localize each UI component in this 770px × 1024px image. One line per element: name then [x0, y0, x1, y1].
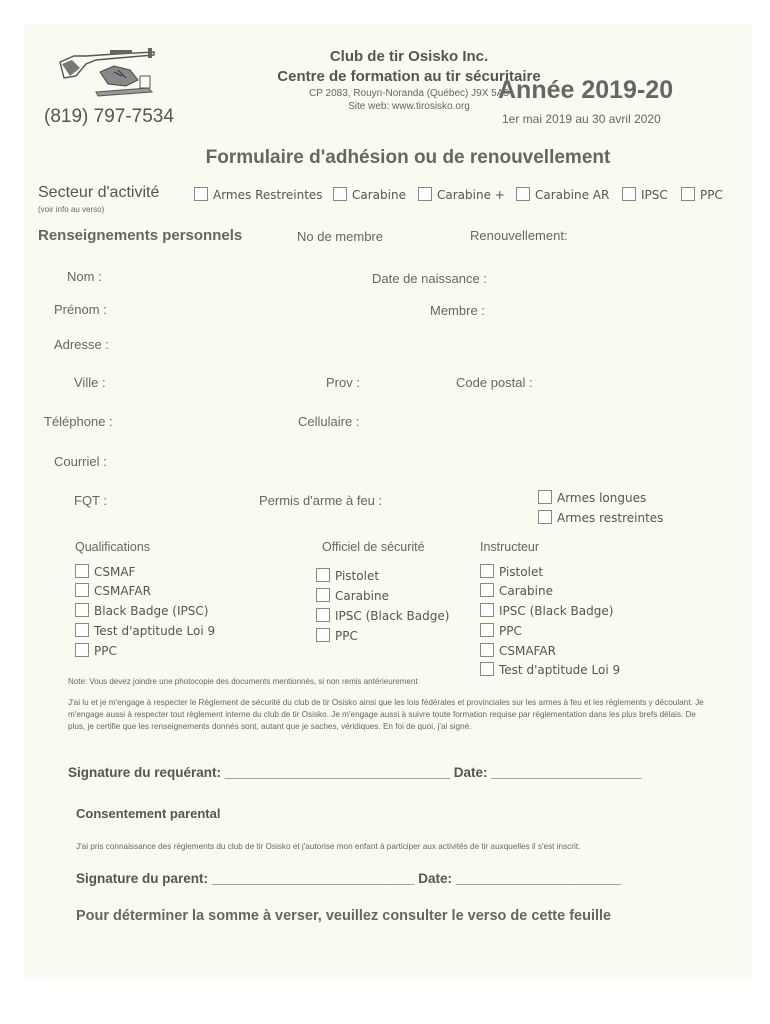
ville-label: Ville :	[74, 375, 106, 390]
parent-signature-line[interactable]: Signature du parent: ___________________________ Date: ______________________	[76, 871, 621, 886]
declaration-text: J'ai lu et je m'engage à respecter le Règlement de sécurité du club de tir Osisko ainsi que les lois fédérales et provinciales sur les armes à feu et les règlements y découlant. Je m'engage aussi à respecter tout règlement interne du club de tir Osisko. Je m'engage aussi à suivre toute formation requise par réglementation dans les plus brefs délais. De plus, je certifie que les renseignements donnés sont, autant que je saches, véridiques. En foi de quoi, j'ai signé.	[68, 698, 704, 731]
document-note: Note: Vous devez joindre une photocopie des documents mentionnés, si non remis antérieurement	[68, 677, 418, 686]
qual-ppc[interactable]: PPC	[75, 643, 117, 658]
permis-armes-longues[interactable]: Armes longues	[538, 490, 646, 505]
checkbox[interactable]	[480, 643, 494, 657]
sector-armes-restreintes[interactable]: Armes Restreintes	[194, 187, 323, 202]
checkbox[interactable]	[316, 568, 330, 582]
checkbox[interactable]	[75, 643, 89, 657]
adresse-label: Adresse :	[54, 337, 109, 352]
checkbox[interactable]	[480, 564, 494, 578]
club-website: Site web: www.tirosisko.org	[348, 101, 470, 112]
checkbox[interactable]	[538, 490, 552, 504]
club-phone: (819) 797-7534	[44, 106, 174, 127]
checkbox[interactable]	[75, 603, 89, 617]
club-name: Club de tir Osisko Inc.	[329, 48, 489, 65]
off-ipsc[interactable]: IPSC (Black Badge)	[316, 608, 449, 623]
cellulaire-label: Cellulaire :	[298, 414, 360, 429]
membership-year: Année 2019-20	[498, 76, 674, 104]
off-carabine[interactable]: Carabine	[316, 588, 389, 603]
inst-pistolet[interactable]: Pistolet	[480, 564, 543, 579]
checkbox[interactable]	[418, 187, 432, 201]
prov-label: Prov :	[326, 375, 360, 390]
officiel-title: Officiel de sécurité	[322, 540, 425, 554]
sector-carabine-plus[interactable]: Carabine +	[418, 187, 505, 202]
qual-black-badge[interactable]: Black Badge (IPSC)	[75, 603, 208, 618]
checkbox[interactable]	[75, 564, 89, 578]
code-postal-label: Code postal :	[456, 375, 533, 390]
sector-ppc[interactable]: PPC	[681, 187, 723, 202]
checkbox[interactable]	[75, 583, 89, 597]
checkbox[interactable]	[480, 603, 494, 617]
checkbox[interactable]	[516, 187, 530, 201]
checkbox[interactable]	[75, 623, 89, 637]
prenom-label: Prénom :	[54, 302, 107, 317]
sector-label: Secteur d'activité	[38, 184, 160, 201]
checkbox[interactable]	[333, 187, 347, 201]
checkbox[interactable]	[480, 623, 494, 637]
sector-carabine-ar[interactable]: Carabine AR	[516, 187, 609, 202]
payment-instruction: Pour déterminer la somme à verser, veuillez consulter le verso de cette feuille	[76, 908, 612, 924]
courriel-label: Courriel :	[54, 454, 107, 469]
instructeur-title: Instructeur	[480, 540, 540, 554]
birthdate-label: Date de naissance :	[372, 271, 487, 286]
club-subtitle: Centre de formation au tir sécuritaire	[277, 68, 541, 85]
checkbox[interactable]	[316, 588, 330, 602]
checkbox[interactable]	[538, 510, 552, 524]
fqt-label: FQT :	[74, 493, 107, 508]
checkbox[interactable]	[681, 187, 695, 201]
parental-consent-title: Consentement parental	[76, 806, 221, 821]
inst-ppc[interactable]: PPC	[480, 623, 522, 638]
qual-csmaf[interactable]: CSMAF	[75, 564, 135, 579]
checkbox[interactable]	[316, 608, 330, 622]
inst-ipsc[interactable]: IPSC (Black Badge)	[480, 603, 613, 618]
checkbox[interactable]	[622, 187, 636, 201]
sector-ipsc[interactable]: IPSC	[622, 187, 668, 202]
membership-period: 1er mai 2019 au 30 avril 2020	[502, 112, 661, 126]
sector-carabine[interactable]: Carabine	[333, 187, 406, 202]
checkbox[interactable]	[194, 187, 208, 201]
membre-label: Membre :	[430, 303, 485, 318]
personal-info-title: Renseignements personnels	[38, 227, 243, 244]
qualifications-title: Qualifications	[75, 540, 151, 554]
permis-label: Permis d'arme à feu :	[259, 493, 383, 508]
club-address: CP 2083, Rouyn-Noranda (Québec) J9X 5A5	[309, 88, 509, 99]
checkbox[interactable]	[480, 662, 494, 676]
telephone-label: Téléphone :	[44, 414, 113, 429]
off-ppc[interactable]: PPC	[316, 628, 358, 643]
sector-note: (voir info au verso)	[38, 205, 105, 214]
inst-carabine[interactable]: Carabine	[480, 583, 553, 598]
renewal-label: Renouvellement:	[470, 228, 568, 243]
checkbox[interactable]	[316, 628, 330, 642]
qual-csmafar[interactable]: CSMAFAR	[75, 583, 151, 598]
form-sheet	[24, 24, 752, 979]
checkbox[interactable]	[480, 583, 494, 597]
nom-label: Nom :	[67, 269, 102, 284]
inst-csmafar[interactable]: CSMAFAR	[480, 643, 556, 658]
off-pistolet[interactable]: Pistolet	[316, 568, 379, 583]
permis-armes-restreintes[interactable]: Armes restreintes	[538, 510, 663, 525]
form-title: Formulaire d'adhésion ou de renouvellement	[205, 147, 611, 168]
parental-consent-text: J'ai pris connaissance des règlements du club de tir Osisko et j'autorise mon enfant à participer aux activités de tir auxquelles il s'est inscrit.	[76, 842, 581, 851]
qual-test-aptitude[interactable]: Test d'aptitude Loi 9	[75, 623, 215, 638]
inst-test-aptitude[interactable]: Test d'aptitude Loi 9	[480, 662, 620, 677]
member-number-label: No de membre	[297, 229, 383, 244]
requerant-signature-line[interactable]: Signature du requérant: ______________________________ Date: ____________________	[68, 765, 642, 780]
